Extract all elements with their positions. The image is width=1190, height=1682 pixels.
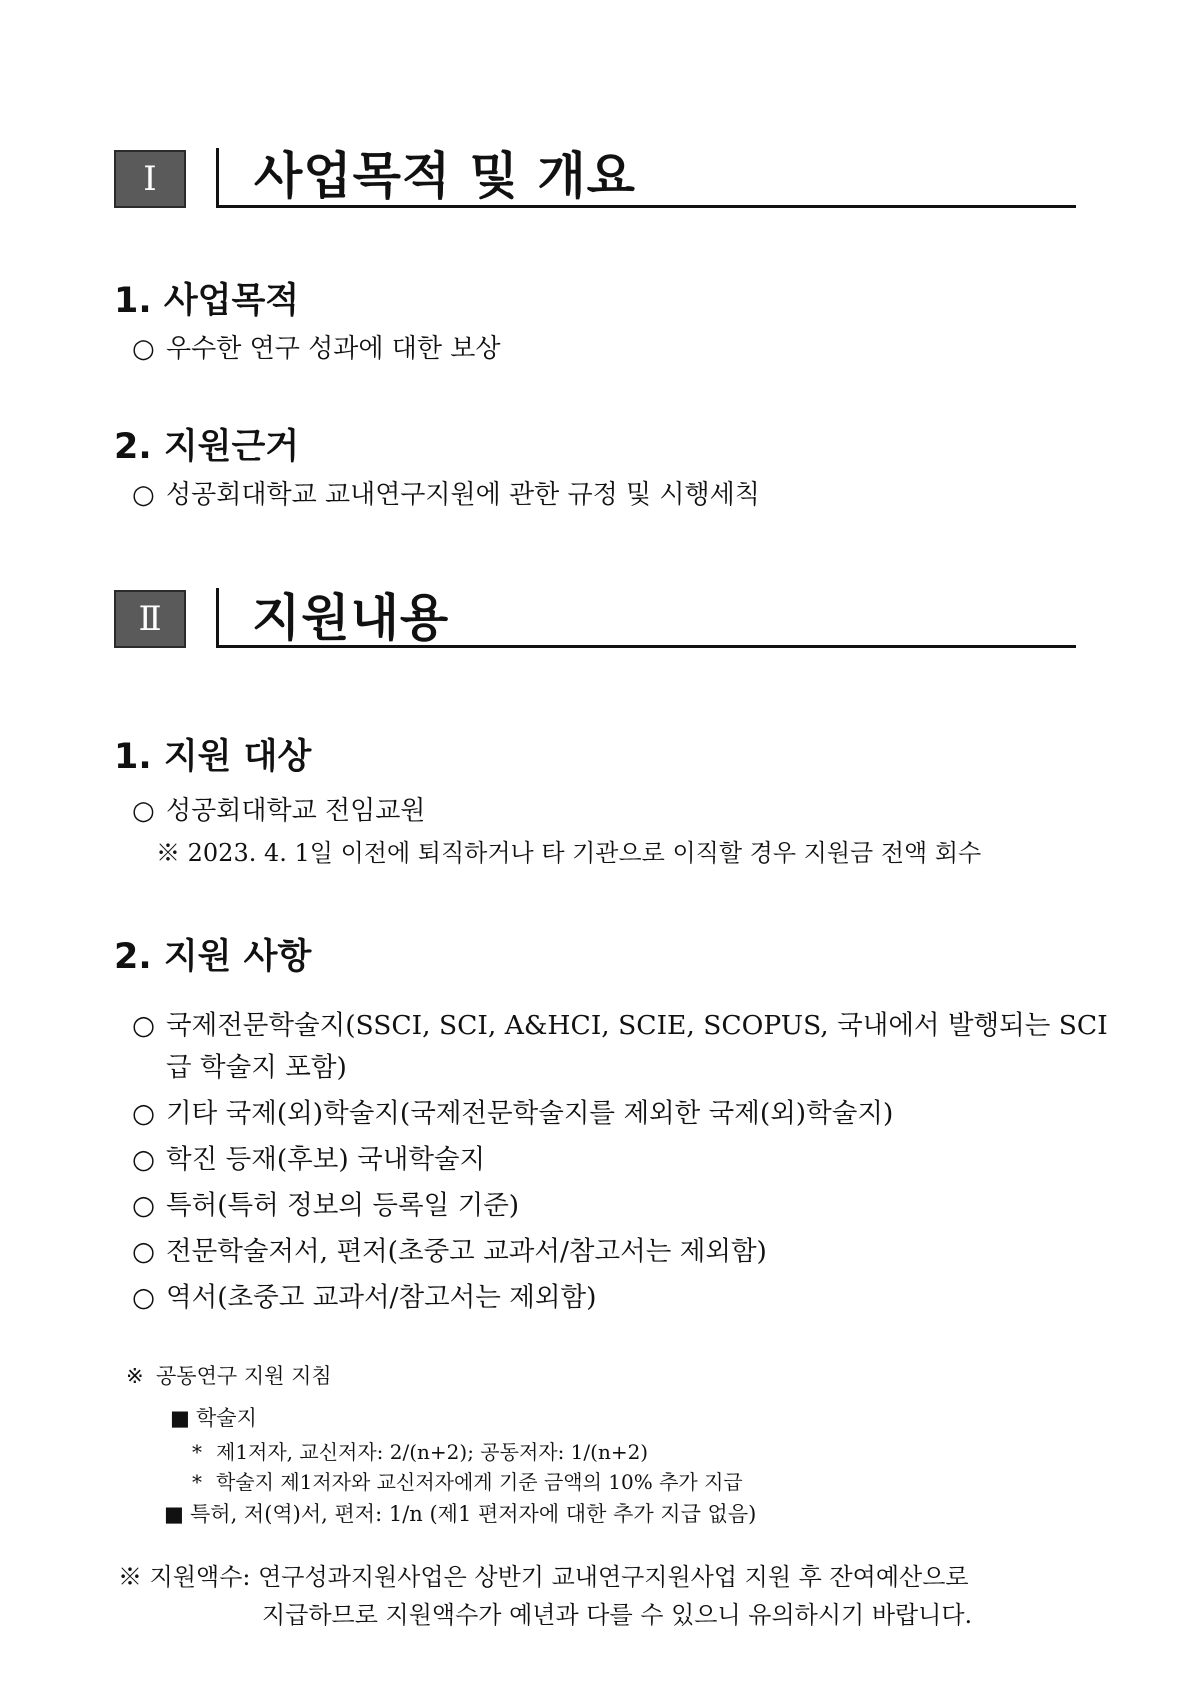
support-item-3 [132, 1138, 485, 1182]
section-2-numeral: Ⅱ [114, 590, 186, 648]
bullet-circle: ○ [132, 796, 155, 826]
support-item-text: 특허(특허 정보의 등록일 기준) [166, 1190, 520, 1221]
bullet-circle: ○ [132, 1010, 156, 1041]
target-text: 성공회대학교 전임교원 [166, 796, 426, 826]
section-2-title: 지원내용 [252, 589, 450, 647]
target-item [132, 794, 425, 828]
patent-rule-text: 특허, 저(역)서, 편저: 1/n (제1 편저자에 대한 추가 지급 없음) [190, 1502, 757, 1526]
support-item-text: 역서(초중고 교과서/참고서는 제외함) [166, 1282, 597, 1313]
journal-rule-1-text: 제1저자, 교신저자: 2/(n+2); 공동저자: 1/(n+2) [216, 1440, 649, 1464]
support-item-1-cont [166, 1046, 347, 1090]
support-item-text: 기타 국제(외)학술지(국제전문학술지를 제외한 국제(외)학술지) [166, 1098, 894, 1129]
bullet-circle: ○ [132, 1190, 156, 1221]
purpose-text: 우수한 연구 성과에 대한 보상 [166, 334, 501, 364]
footnote-text-1: 연구성과지원사업은 상반기 교내연구지원사업 지원 후 잔여예산으로 [258, 1563, 969, 1591]
support-item-4 [132, 1184, 519, 1228]
purpose-item [132, 332, 500, 366]
note-mark: ※ [126, 1364, 144, 1388]
footnote-label: 지원액수: [149, 1563, 251, 1591]
bullet-circle: ○ [132, 1144, 156, 1175]
journal-rule-1 [192, 1438, 648, 1466]
bullet-circle: ○ [132, 1282, 156, 1313]
bullet-circle: ○ [132, 480, 155, 510]
bullet-circle: ○ [132, 334, 155, 364]
footnote-line-2 [262, 1598, 972, 1632]
support-item-2 [132, 1092, 893, 1136]
target-note [156, 836, 981, 870]
joint-title-text: 공동연구 지원 지침 [156, 1364, 332, 1388]
support-item-text: 국제전문학술지(SSCI, SCI, A&HCI, SCIE, SCOPUS, 국내에서 발행되는 SCI [166, 1010, 1108, 1041]
joint-journal-label [170, 1404, 257, 1432]
support-item-6 [132, 1276, 596, 1320]
journal-rule-2-text: 학술지 제1저자와 교신저자에게 기준 금액의 10% 추가 지급 [216, 1470, 743, 1494]
support-item-text: 전문학술저서, 편저(초중고 교과서/참고서는 제외함) [166, 1236, 767, 1267]
footnote-text-2: 지급하므로 지원액수가 예년과 다를 수 있으니 유의하시기 바랍니다. [262, 1601, 973, 1629]
support-item-5 [132, 1230, 767, 1274]
square-bullet: ■ [170, 1406, 190, 1430]
support-item-text: 학진 등재(후보) 국내학술지 [166, 1144, 486, 1175]
journal-rule-2 [192, 1468, 743, 1496]
target-note-text: 2023. 4. 1일 이전에 퇴직하거나 타 기관으로 이직할 경우 지원금 전액 회수 [187, 839, 982, 867]
support-item-1 [132, 1004, 1108, 1048]
section-1-divider [216, 148, 219, 206]
note-mark: ※ [118, 1563, 142, 1591]
basis-item [132, 478, 760, 512]
patent-rule [164, 1500, 756, 1528]
square-bullet: ■ [164, 1502, 184, 1526]
subsection-basis-heading: 2. 지원근거 [114, 427, 300, 467]
note-mark: ※ [156, 839, 180, 867]
star-bullet: * [192, 1470, 202, 1494]
subsection-items-heading: 2. 지원 사항 [114, 937, 312, 977]
section-1-numeral: Ⅰ [114, 150, 186, 208]
star-bullet: * [192, 1440, 202, 1464]
bullet-circle: ○ [132, 1098, 156, 1129]
subsection-purpose-heading: 1. 사업목적 [114, 281, 300, 321]
footnote-line-1 [118, 1560, 969, 1594]
section-2-divider [216, 588, 219, 646]
bullet-circle: ○ [132, 1236, 156, 1267]
support-item-text: 급 학술지 포함) [166, 1052, 347, 1083]
subsection-target-heading: 1. 지원 대상 [114, 737, 312, 777]
journal-label-text: 학술지 [196, 1406, 257, 1430]
basis-text: 성공회대학교 교내연구지원에 관한 규정 및 시행세칙 [166, 480, 760, 510]
joint-guideline-title [126, 1362, 332, 1390]
section-1-title: 사업목적 및 개요 [254, 147, 636, 205]
